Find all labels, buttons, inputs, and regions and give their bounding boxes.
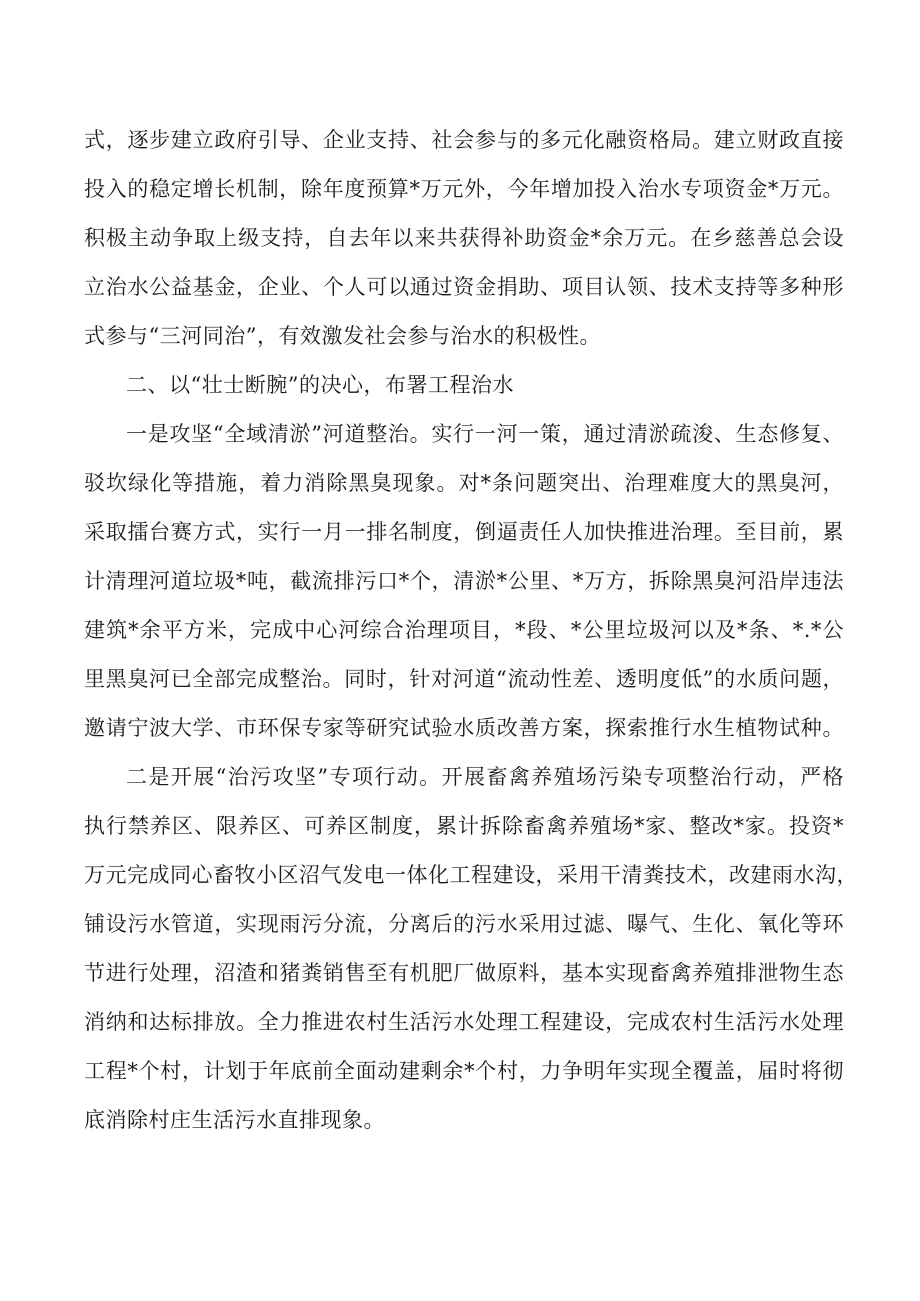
paragraph-line: 建筑*余平方米，完成中心河综合治理项目，*段、*公里垃圾河以及*条、*.*公	[84, 618, 844, 642]
paragraph-line: 计清理河道垃圾*吨，截流排污口*个，清淤*公里、*万方，拆除黑臭河沿岸违法	[84, 569, 844, 593]
paragraph-line: 邀请宁波大学、市环保专家等研究试验水质改善方案，探索推行水生植物试种。	[84, 716, 844, 740]
paragraph-line: 式参与“三河同治”，有效激发社会参与治水的积极性。	[84, 324, 601, 348]
paragraph-line: 投入的稳定增长机制，除年度预算*万元外，今年增加投入治水专项资金*万元。	[84, 177, 844, 201]
paragraph-line: 消纳和达标排放。全力推进农村生活污水处理工程建设，完成农村生活污水处理	[84, 1010, 844, 1034]
section-heading: 二、以“壮士断腕”的决心，布署工程治水	[126, 373, 514, 397]
paragraph-line: 万元完成同心畜牧小区沼气发电一体化工程建设，采用干清粪技术，改建雨水沟，	[84, 863, 858, 887]
paragraph-line: 底消除村庄生活污水直排现象。	[84, 1108, 385, 1132]
document-page	[84, 122, 858, 1151]
paragraph-line: 立治水公益基金，企业、个人可以通过资金捐助、项目认领、技术支持等多种形	[84, 275, 844, 299]
paragraph-line: 执行禁养区、限养区、可养区制度，累计拆除畜禽养殖场*家、整改*家。投资*	[84, 814, 844, 838]
paragraph-line: 节进行处理，沼渣和猪粪销售至有机肥厂做原料，基本实现畜禽养殖排泄物生态	[84, 961, 844, 985]
paragraph-line: 工程*个村，计划于年底前全面动建剩余*个村，力争明年实现全覆盖，届时将彻	[84, 1059, 844, 1083]
paragraph-line: 铺设污水管道，实现雨污分流，分离后的污水采用过滤、曝气、生化、氧化等环	[84, 912, 844, 936]
paragraph-line: 里黑臭河已全部完成整治。同时，针对河道“流动性差、透明度低”的水质问题，	[84, 667, 844, 691]
paragraph-line: 驳坎绿化等措施，着力消除黑臭现象。对*条问题突出、治理难度大的黑臭河，	[84, 471, 844, 495]
paragraph-line: 一是攻坚“全域清淤”河道整治。实行一河一策，通过清淤疏浚、生态修复、	[126, 422, 844, 446]
paragraph-line: 二是开展“治污攻坚”专项行动。开展畜禽养殖场污染专项整治行动，严格	[126, 765, 844, 789]
paragraph-line: 积极主动争取上级支持，自去年以来共获得补助资金*余万元。在乡慈善总会设	[84, 226, 844, 250]
paragraph-line: 式，逐步建立政府引导、企业支持、社会参与的多元化融资格局。建立财政直接	[84, 128, 844, 152]
paragraph-line: 采取擂台赛方式，实行一月一排名制度，倒逼责任人加快推进治理。至目前，累	[84, 520, 844, 544]
